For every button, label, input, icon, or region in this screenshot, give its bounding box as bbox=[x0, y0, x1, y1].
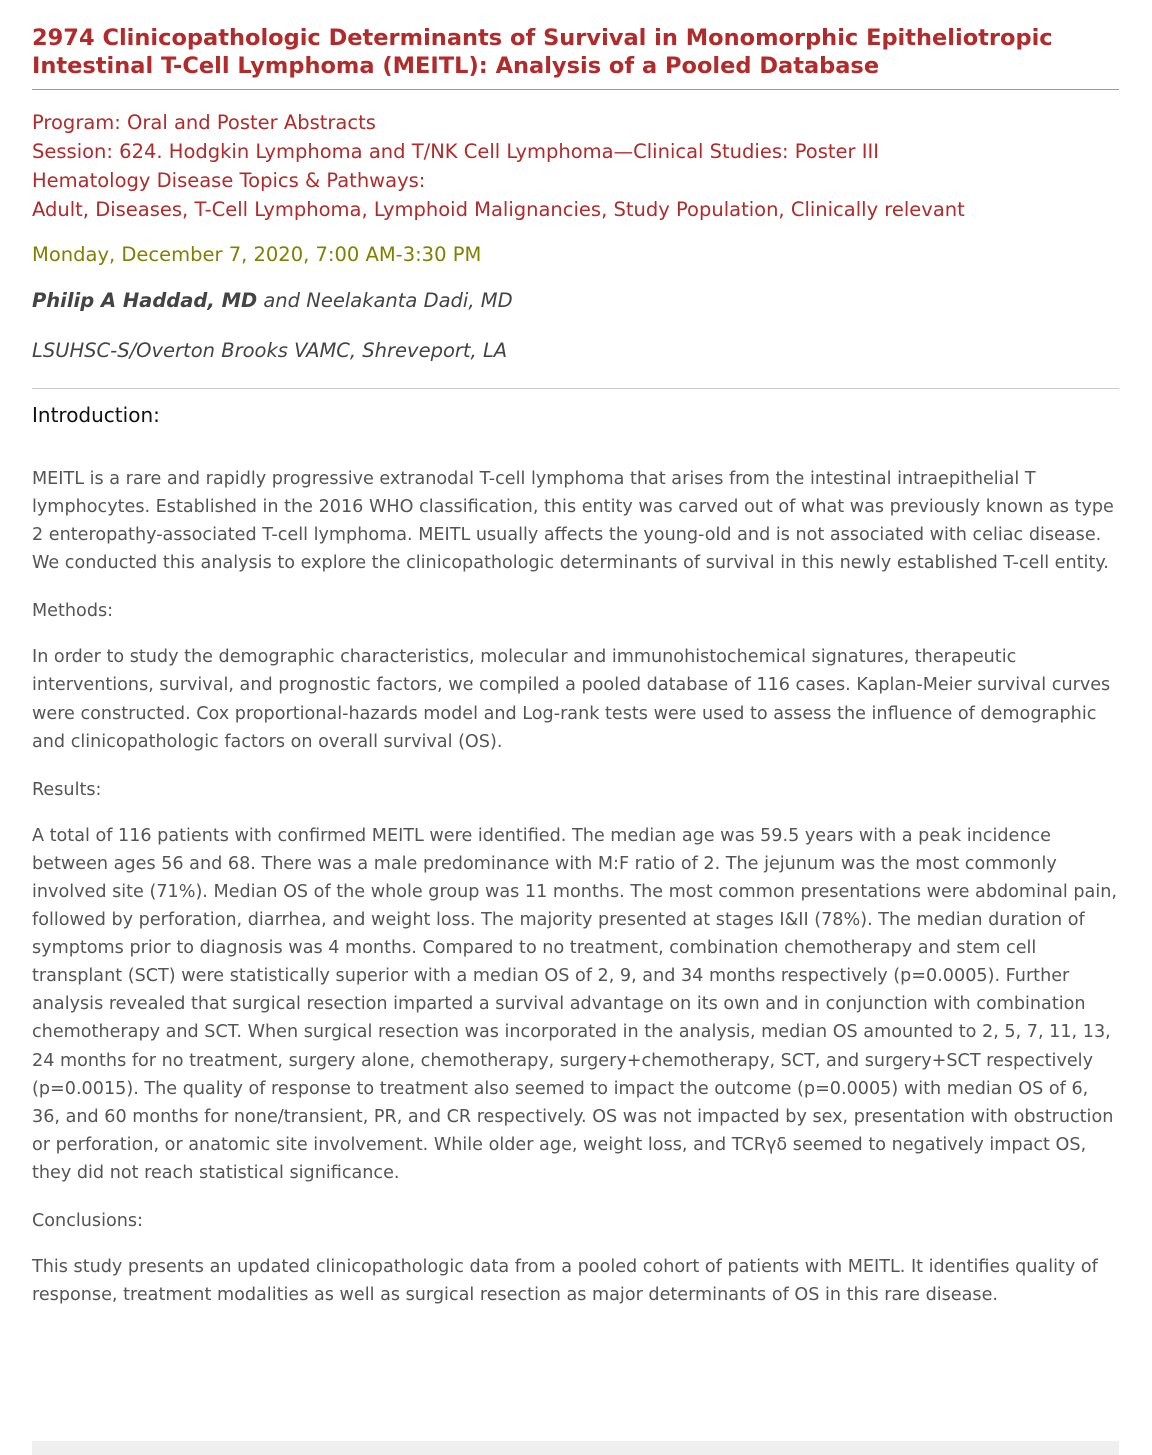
methods-text: In order to study the demographic characteristics, molecular and immunohistochemical signatures, therapeutic interventions, survival, and prognostic factors, we compiled a pooled database of 116 cases. Kaplan-Meier survival curves were constructed. Cox proportional-hazards model and Log-rank tests were used to assess the influence of demographic and clinicopathologic factors on overall survival (OS). bbox=[32, 647, 1111, 752]
topics-label: Hematology Disease Topics & Pathways: bbox=[32, 169, 426, 192]
topics-list: Adult, Diseases, T-Cell Lymphoma, Lymphoid Malignancies, Study Population, Clinically relevant bbox=[32, 198, 965, 221]
session-info bbox=[32, 108, 1119, 224]
affiliation: LSUHSC-S/Overton Brooks VAMC, Shreveport, LA bbox=[32, 336, 1119, 389]
results-heading: Results: bbox=[32, 779, 102, 800]
introduction-text: MEITL is a rare and rapidly progressive extranodal T-cell lymphoma that arises from the intestinal intraepithelial T lymphocytes. Established in the 2016 WHO classification, this entity was carved out of what was previously known as type 2 enteropathy-associated T-cell lymphoma. MEITL usually affects the young-old and is not associated with celiac disease. We conducted this analysis to explore the clinicopathologic determinants of survival in this newly established T-cell entity. bbox=[32, 469, 1114, 574]
lead-author[interactable]: Philip A Haddad, MD bbox=[32, 289, 258, 312]
program-line: Program: Oral and Poster Abstracts bbox=[32, 111, 376, 134]
abstract-page bbox=[32, 24, 1119, 1309]
conclusions-text: This study presents an updated clinicopathologic data from a pooled cohort of patients with MEITL. It identifies quality of response, treatment modalities as well as surgical resection as major determinants of OS in this rare disease. bbox=[32, 1256, 1098, 1306]
session-line[interactable]: Session: 624. Hodgkin Lymphoma and T/NK Cell Lymphoma—Clinical Studies: Poster III bbox=[32, 140, 880, 163]
methods-heading: Methods: bbox=[32, 601, 114, 622]
author-list bbox=[32, 286, 1119, 315]
results-text: A total of 116 patients with confirmed MEITL were identified. The median age was 59.5 years with a peak incidence between ages 56 and 68. There was a male predominance with M:F ratio of 2. The jejunum was the most commonly involved site (71%). Median OS of the whole group was 11 months. The most common presentations were abdominal pain, followed by perforation, diarrhea, and weight loss. The majority presented at stages I&II (78%). The median duration of symptoms prior to diagnosis was 4 months. Compared to no treatment, combination chemotherapy and stem cell transplant (SCT) were statistically superior with a median OS of 2, 9, and 34 months respectively (p=0.0005). Further analysis revealed that surgical resection imparted a survival advantage on its own and in conjunction with combination chemotherapy and SCT. When surgical resection was incorporated in the analysis, median OS amounted to 2, 5, 7, 11, 13, 24 months for no treatment, surgery alone, chemotherapy, surgery+chemotherapy, SCT, and surgery+SCT respectively (p=0.0015). The quality of response to treatment also seemed to impact the outcome (p=0.0005) with median OS of 6, 36, and 60 months for none/transient, PR, and CR respectively. OS was not impacted by sex, presentation with obstruction or perforation, or anatomic site involvement. While older age, weight loss, and TCRγδ seemed to negatively impact OS, they did not reach statistical significance. bbox=[32, 825, 1117, 1183]
footer-bar bbox=[32, 1441, 1119, 1455]
co-authors: and Neelakanta Dadi, MD bbox=[257, 289, 513, 312]
abstract-title: 2974 Clinicopathologic Determinants of Survival in Monomorphic Epitheliotropic Intestinal T-Cell Lymphoma (MEITL): Analysis of a Pooled Database bbox=[32, 24, 1119, 90]
session-datetime: Monday, December 7, 2020, 7:00 AM-3:30 PM bbox=[32, 243, 482, 266]
conclusions-heading: Conclusions: bbox=[32, 1210, 143, 1231]
introduction-heading: Introduction: bbox=[32, 403, 160, 427]
